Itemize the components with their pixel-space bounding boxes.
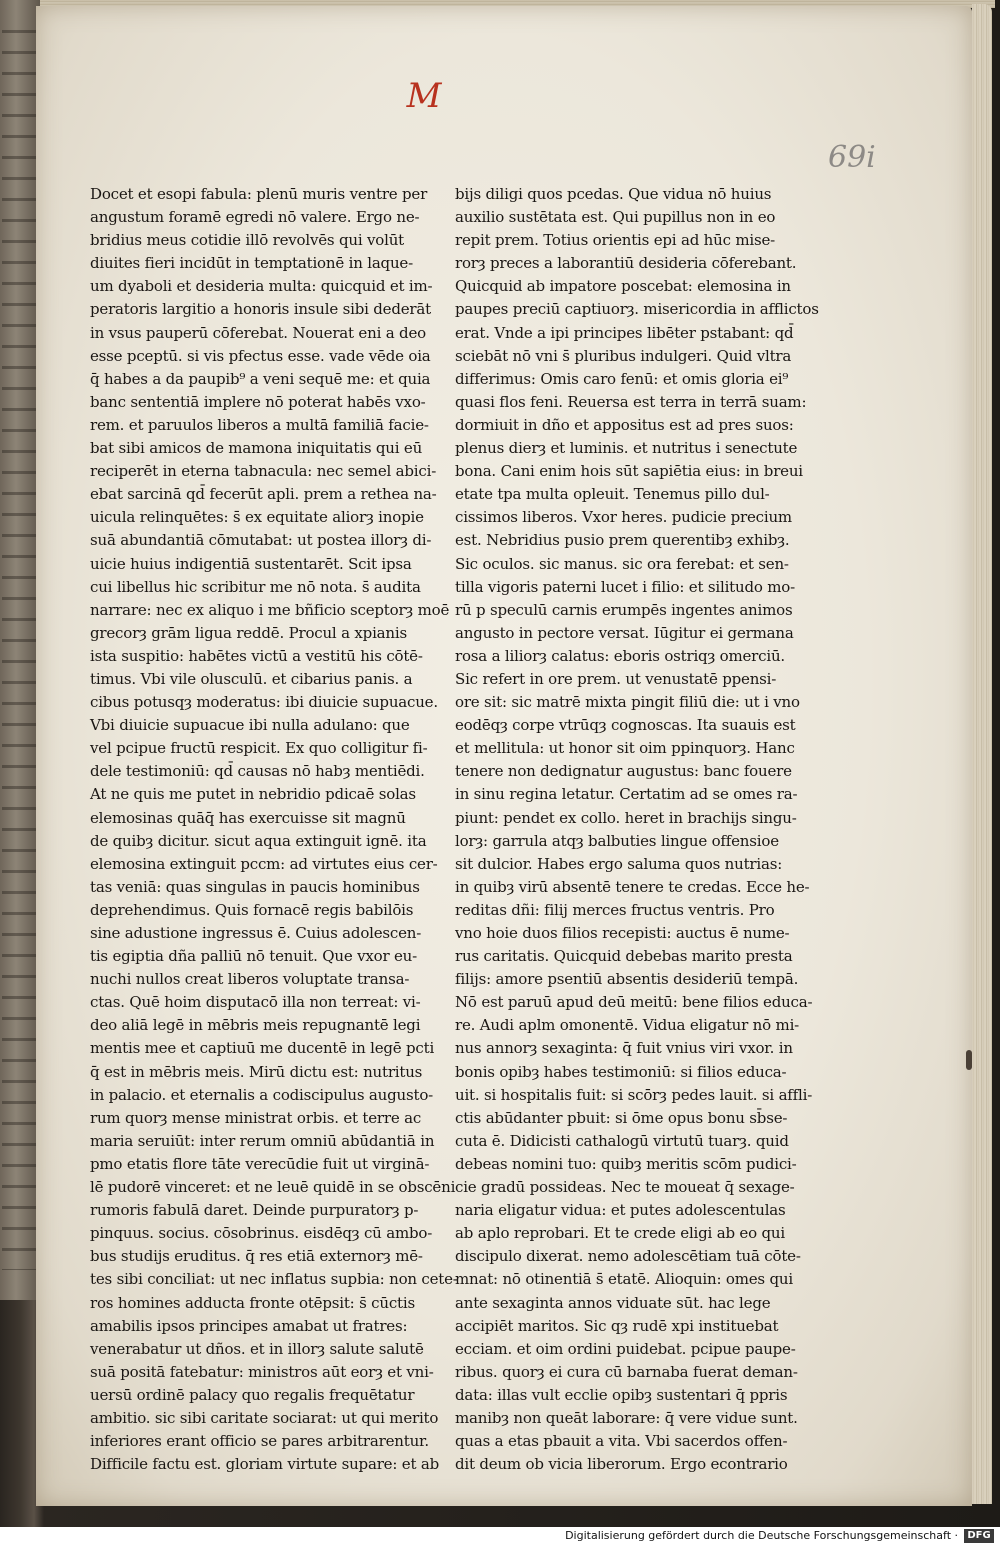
text-line: bridius meus cotidie illō revolvēs qui volūt	[90, 231, 405, 250]
text-line: uersū ordinē palacy quo regalis frequētatur	[90, 1385, 415, 1404]
text-line: peratoris largitio a honoris insule sibi dederāt	[90, 300, 431, 319]
text-line: uit. si hospitalis fuit: si scōrȝ pedes lauit. si affli-	[455, 1085, 813, 1104]
text-line: dit deum ob vicia liberorum. Ergo econtrario	[455, 1455, 788, 1474]
text-line: cissimos liberos. Vxor heres. pudicie precium	[455, 508, 792, 527]
text-line: um dyaboli et desideria multa: quicquid et im-	[90, 277, 433, 296]
text-line: in palacio. et eternalis a codiscipulus augusto-	[90, 1085, 434, 1104]
text-line: ctis abūdanter pbuit: si ōme opus bonu sb̄se-	[455, 1108, 788, 1127]
binding-clasp	[966, 1050, 972, 1070]
text-line: suā abundantiā cōmutabat: ut postea illorȝ di-	[90, 531, 432, 550]
text-line: bonis opibȝ habes testimoniū: si filios educa-	[455, 1062, 787, 1081]
text-line: pinquus. socius. cōsobrinus. eisdēqȝ cū ambo-	[90, 1224, 433, 1243]
facing-page-edge	[0, 0, 40, 1300]
text-line: quasi flos feni. Reuersa est terra in terrā suam:	[455, 392, 807, 411]
text-line: Sic oculos. sic manus. sic ora ferebat: et sen-	[455, 554, 789, 573]
text-line: pmo etatis flore tāte verecūdie fuit ut virginā-	[90, 1154, 430, 1173]
text-line: Difficile factu est. gloriam virtute supare: et ab	[90, 1455, 439, 1474]
text-line: et mellitula: ut honor sit oim ppinquorȝ. Hanc	[455, 739, 795, 758]
text-line: rum quorȝ mense ministrat orbis. et terre ac	[90, 1108, 422, 1127]
text-line: mentis mee et captiuū me ducentē in legē pcti	[90, 1039, 435, 1058]
text-line: ab aplo reprobari. Et te crede eligi ab eo qui	[455, 1224, 785, 1243]
text-line: esse pceptū. si vis pfectus esse. vade vēde oia	[90, 346, 431, 365]
text-line: tis egiptia dña palliū nō tenuit. Que vxor eu-	[90, 947, 418, 966]
text-line: uicula relinquētes: s̄ ex equitate aliorȝ inopie	[90, 508, 424, 527]
text-line: ebat sarcinā qd̄ fecerūt apli. prem a rethea na-	[90, 485, 437, 504]
facing-page-text	[2, 30, 36, 1270]
text-line: amabilis ipsos principes amabat ut fratres:	[90, 1316, 408, 1335]
text-line: differimus: Omis caro fenū: et omis gloria ei⁹	[455, 369, 789, 388]
text-line: vno hoie duos filios recepisti: auctus ē nume-	[455, 924, 790, 942]
text-line: ctas. Quē hoim disputacō illa non terreat: vi-	[90, 993, 421, 1012]
text-line: Sic refert in ore prem. ut venustatē ppensi-	[455, 669, 777, 688]
text-line: dormiuit in dño et appositus est ad pres suos:	[455, 415, 794, 434]
text-line: timus. Vbi vile olusculū. et cibarius panis. a	[90, 669, 413, 688]
text-line: repit prem. Totius orientis epi ad hūc mise-	[455, 231, 776, 250]
text-line: Nō est paruū apud deū meitū: bene filios educa-	[455, 993, 813, 1012]
text-line: bus studijs eruditus. q̄ res etiā externorȝ mē-	[90, 1247, 423, 1266]
text-line: piunt: pendet ex collo. heret in brachijs singu-	[455, 808, 797, 827]
text-line: suā positā fatebatur: ministros aūt eorȝ et vni-	[90, 1362, 434, 1381]
text-line: ore sit: sic matrē mixta pingit filiū die: ut i vno	[455, 693, 800, 712]
text-line: de quibȝ dicitur. sicut aqua extinguit ignē. ita	[90, 831, 427, 850]
text-line: sit dulcior. Habes ergo saluma quos nutrias:	[455, 854, 783, 873]
text-line: cie gradū possideas. Nec te moueat q̄ sexage-	[455, 1178, 795, 1197]
text-line: in quibȝ virū absentē tenere te credas. Ecce he-	[455, 877, 810, 896]
text-line: rosa a liliorȝ calatus: eboris ostriqȝ omerciū.	[455, 646, 785, 665]
text-line: tilla vigoris paterni lucet i filio: et silitudo mo-	[455, 577, 795, 596]
text-line: rū p speculū carnis erumpēs ingentes animos	[455, 600, 793, 619]
text-line: maria seruiūt: inter rerum omniū abūdantiā in	[90, 1131, 435, 1150]
text-line: cui libellus hic scribitur me nō nota. s̄ audita	[90, 577, 421, 596]
text-line: tes sibi conciliat: ut nec inflatus supbia: non cete-	[90, 1270, 458, 1289]
text-line: eodēqȝ corpe vtrūqȝ cognoscas. Ita suauis est	[455, 716, 796, 735]
text-line: q̄ habes a da paupib⁹ a veni sequē me: et quia	[90, 369, 431, 388]
text-line: mnat: nō otinentiā s̄ etatē. Alioquin: omes qui	[455, 1270, 793, 1289]
text-line: uicie huius indigentiā sustentarēt. Scit ipsa	[90, 554, 412, 573]
text-line: elemosina extinguit pccm: ad virtutes eius cer-	[90, 854, 438, 873]
text-line: re. Audi aplm omonentē. Vidua eligatur nō mi-	[455, 1016, 800, 1035]
folio-number: 69i	[828, 140, 876, 175]
text-line: bona. Cani enim hois sūt sapiētia eius: in breui	[455, 462, 803, 481]
text-line: tenere non dedignatur augustus: banc fouere	[455, 762, 792, 781]
text-line: ros homines adducta fronte otēpsit: s̄ cūctis	[90, 1293, 415, 1312]
book-fore-edge	[972, 4, 992, 1504]
text-line: Docet et esopi fabula: plenū muris ventre per	[90, 185, 428, 203]
text-line: ante sexaginta annos viduate sūt. hac lege	[455, 1293, 771, 1312]
text-line: elemosinas quāq̄ has exercuisse sit magnū	[90, 808, 406, 827]
text-line: bijs diligi quos pcedas. Que vidua nō huius	[455, 185, 772, 203]
text-line: rumoris fabulā daret. Deinde purpuratorȝ p-	[90, 1201, 419, 1220]
text-line: angusto in pectore versat. Iūgitur ei germana	[455, 623, 794, 642]
text-line: banc sententiā implere nō poterat habēs vxo-	[90, 392, 426, 411]
text-line: tas veniā: quas singulas in paucis hominibus	[90, 877, 420, 896]
text-line: manibȝ non queāt laborare: q̄ vere vidue sunt.	[455, 1408, 798, 1427]
digitization-credit: Digitalisierung gefördert durch die Deutsche Forschungsgemeinschaft ·	[565, 1529, 958, 1542]
text-line: erat. Vnde a ipi principes libēter pstabant: qd̄	[455, 323, 794, 342]
text-line: ecciam. et oim ordini puidebat. pcipue paupe-	[455, 1339, 796, 1358]
text-line: lorȝ: garrula atqȝ balbuties lingue offensioe	[455, 831, 779, 850]
text-line: Vbi diuicie supuacue ibi nulla adulano: que	[90, 716, 410, 735]
dfg-logo: DFG	[964, 1529, 994, 1543]
text-column-left	[90, 183, 458, 1474]
text-line: in sinu regina letatur. Certatim ad se omes ra-	[455, 785, 798, 804]
text-line: venerabatur ut dños. et in illorȝ salute salutē	[90, 1339, 424, 1358]
text-line: At ne quis me putet in nebridio pdicaē solas	[90, 785, 416, 804]
rubricated-initial: M	[406, 76, 442, 116]
text-line: filijs: amore psentiū absentis desideriū tempā.	[455, 970, 799, 989]
text-line: deprehendimus. Quis fornacē regis babilōis	[90, 900, 414, 919]
text-line: grecorȝ grām ligua reddē. Procul a xpianis	[90, 623, 407, 642]
text-line: q̄ est in mēbris meis. Mirū dictu est: nutritus	[90, 1062, 423, 1081]
text-line: data: illas vult ecclie opibȝ sustentari q̄ ppris	[455, 1385, 788, 1404]
text-line: plenus dierȝ et luminis. et nutritus i senectute	[455, 439, 798, 458]
text-line: quas a etas pbauit a vita. Vbi sacerdos offen-	[455, 1432, 788, 1451]
text-line: debeas nomini tuo: quibȝ meritis scōm pudici-	[455, 1154, 797, 1173]
text-line: ribus. quorȝ ei cura cū barnaba fuerat deman-	[455, 1362, 798, 1381]
text-line: reciperēt in eterna tabnacula: nec semel abici-	[90, 462, 437, 481]
text-line: sciebāt nō vni s̄ pluribus indulgeri. Quid vltra	[455, 346, 792, 365]
text-line: Quicquid ab impatore poscebat: elemosina in	[455, 277, 791, 296]
text-line: diuites fieri incidūt in temptationē in laque-	[90, 254, 413, 273]
text-line: bat sibi amicos de mamona iniquitatis qui eū	[90, 439, 423, 458]
text-line: rus caritatis. Quicquid debebas marito presta	[455, 947, 793, 966]
text-line: in vsus pauperū cōferebat. Nouerat eni a deo	[90, 323, 426, 342]
text-line: angustum foramē egredi nō valere. Ergo ne-	[90, 208, 420, 227]
text-line: ambitio. sic sibi caritate sociarat: ut qui merito	[90, 1408, 439, 1427]
text-line: reditas dñi: filij merces fructus ventris. Pro	[455, 900, 775, 919]
text-column-right	[455, 183, 819, 1474]
text-line: inferiores erant officio se pares arbitrarentur.	[90, 1432, 429, 1451]
text-line: deo aliā legē in mēbris meis repugnantē legi	[90, 1016, 421, 1035]
text-line: dele testimoniū: qd̄ causas nō habȝ mentiēdi.	[90, 762, 425, 781]
text-line: rorȝ preces a laborantiū desideria cōferebant.	[455, 254, 797, 273]
text-line: naria eligatur vidua: et putes adolescentulas	[455, 1201, 786, 1220]
text-line: narrare: nec ex aliquo i me bñficio sceptorȝ moē	[90, 600, 450, 619]
text-line: accipiēt maritos. Sic qȝ rudē xpi instituebat	[455, 1316, 779, 1335]
text-line: discipulo dixerat. nemo adolescētiam tuā cōte-	[455, 1247, 801, 1266]
text-line: est. Nebridius pusio prem querentibȝ exhibȝ.	[455, 531, 790, 550]
text-line: ista suspitio: habētes victū a vestitū his cōtē-	[90, 646, 423, 665]
text-line: auxilio sustētata est. Qui pupillus non in eo	[455, 208, 776, 227]
text-line: cibus potusqȝ moderatus: ibi diuicie supuacue.	[90, 693, 438, 712]
text-line: sine adustione ingressus ē. Cuius adolescen-	[90, 924, 422, 942]
text-line: paupes preciū captiuorȝ. misericordia in afflictos	[455, 300, 819, 319]
text-line: cuta ē. Didicisti cathalogū virtutū tuarȝ. quid	[455, 1131, 789, 1150]
text-line: vel pcipue fructū respicit. Ex quo colligitur fi-	[90, 739, 428, 758]
text-line: lē pudorē vinceret: et ne leuē quidē in se obscēni	[90, 1178, 456, 1197]
text-line: nus annorȝ sexaginta: q̄ fuit vnius viri vxor. in	[455, 1039, 793, 1058]
text-line: etate tpa multa opleuit. Tenemus pillo dul-	[455, 485, 770, 504]
text-line: rem. et paruulos liberos a multā familiā facie-	[90, 415, 429, 434]
text-line: nuchi nullos creat liberos voluptate transa-	[90, 970, 410, 989]
